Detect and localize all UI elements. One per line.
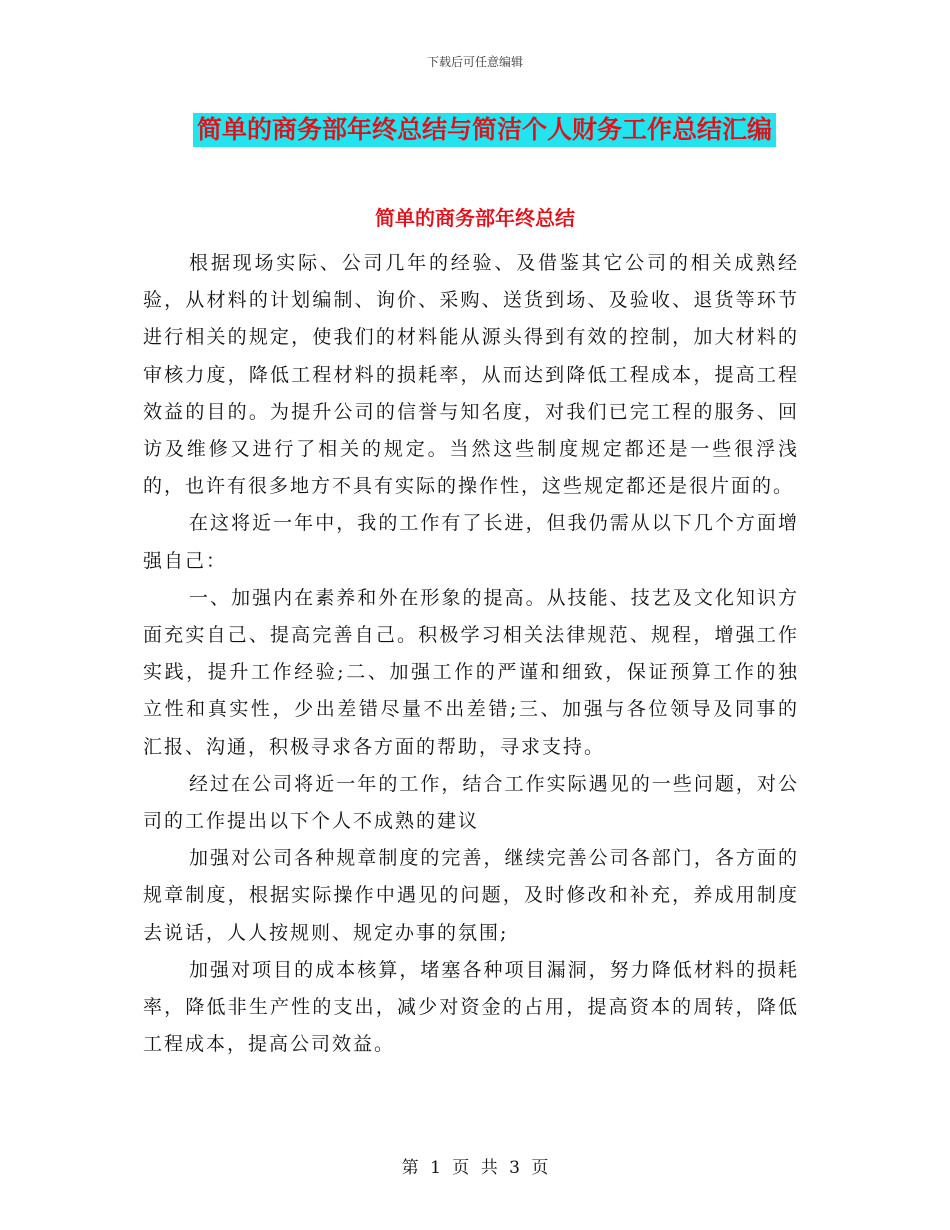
document-main-title: 简单的商务部年终总结与简洁个人财务工作总结汇编 (193, 113, 776, 147)
header-note: 下载后可任意编辑 (426, 55, 523, 69)
paragraph: 加强对项目的成本核算，堵塞各种项目漏洞，努力降低材料的损耗率，降低非生产性的支出，减少对资金的占用，提高资本的周转，降低工程成本，提高公司效益。 (143, 958, 799, 1056)
document-body (143, 245, 799, 1063)
paragraph: 加强对公司各种规章制度的完善，继续完善公司各部门，各方面的规章制度，根据实际操作中遇见的问题，及时修改和补充，养成用制度去说话，人人按规则、规定办事的氛围; (143, 847, 799, 944)
section-title: 简单的商务部年终总结 (375, 206, 575, 230)
page-number-footer: 第 1 页 共 3 页 (401, 1158, 549, 1178)
paragraph: 在这将近一年中，我的工作有了长进，但我仍需从以下几个方面增强自己： (143, 512, 799, 572)
paragraph: 一、加强内在素养和外在形象的提高。从技能、技艺及文化知识方面充实自己、提高完善自己。积极学习相关法律规范、规程，增强工作实践，提升工作经验;二、加强工作的严谨和细致，保证预算工作的独立性和真实性，少出差错尽量不出差错;三、加强与各位领导及同事的汇报、沟通，积极寻求各方面的帮助，寻求支持。 (143, 586, 799, 758)
paragraph: 经过在公司将近一年的工作，结合工作实际遇见的一些问题，对公司的工作提出以下个人不成熟的建议 (143, 772, 799, 833)
paragraph: 根据现场实际、公司几年的经验、及借鉴其它公司的相关成熟经验，从材料的计划编制、询价、采购、送货到场、及验收、退货等环节进行相关的规定，使我们的材料能从源头得到有效的控制，加大材料的审核力度，降低工程材料的损耗率，从而达到降低工程成本，提高工程效益的目的。为提升公司的信誉与知名度，对我们已完工程的服务、回访及维修又进行了相关的规定。当然这些制度规定都还是一些很浮浅的，也许有很多地方不具有实际的操作性，这些规定都还是很片面的。 (143, 252, 799, 498)
